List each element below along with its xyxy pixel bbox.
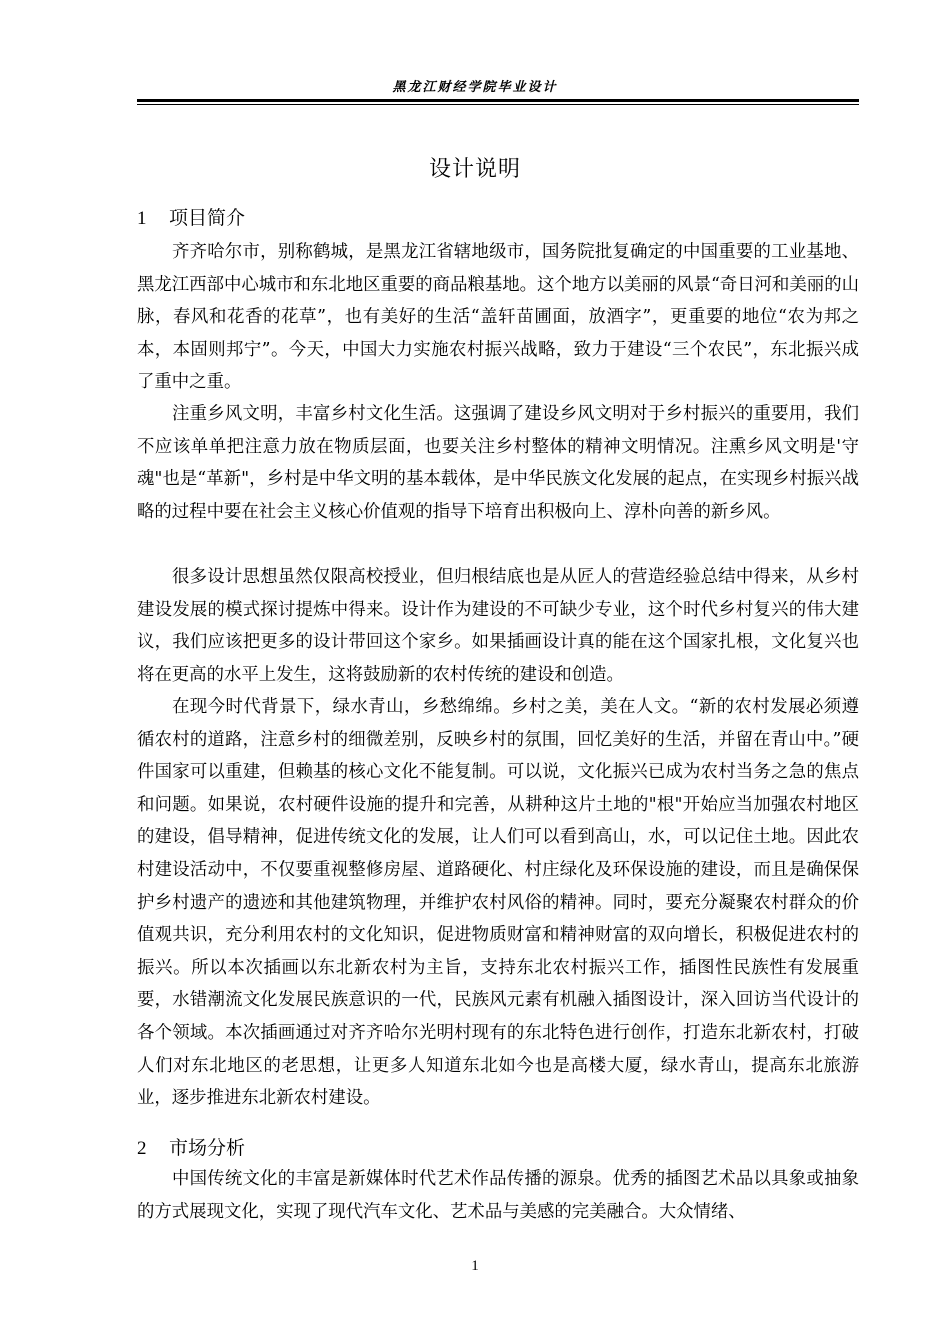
paragraph: 在现今时代背景下，绿水青山，乡愁绵绵。乡村之美，美在人文。“新的农村发展必须遵循农村的道路，注意乡村的细微差别，反映乡村的氛围，回忆美好的生活，并留在青山中。”硬件国家可以重建，但赖基的核心文化不能复制。可以说，文化振兴已成为农村当务之急的焦点和问题。如果说，农村硬件设施的提升和完善，从耕种这片土地的"根"开始应当加强农村地区的建设，倡导精神，促进传统文化的发展，让人们可以看到高山，水，可以记住土地。因此农村建设活动中，不仅要重视整修房屋、道路硬化、村庄绿化及环保设施的建设，而且是确保保护乡村遗产的遗迹和其他建筑物理，并维护农村风俗的精神。同时，要充分凝聚农村群众的价值观共识，充分利用农村的文化知识，促进物质财富和精神财富的双向增长，积极促进农村的振兴。所以本次插画以东北新农村为主旨，支持东北农村振兴工作，插图性民族性有发展重要，水错潮流文化发展民族意识的一代，民族风元素有机融入插图设计，深入回访当代设计的各个领域。本次插画通过对齐齐哈尔光明村现有的东北特色进行创作，打造东北新农村，打破人们对东北地区的老思想，让更多人知道东北如今也是高楼大厦，绿水青山，提高东北旅游业，逐步推进东北新农村建设。 — [137, 697, 859, 1109]
paragraph: 注重乡风文明，丰富乡村文化生活。这强调了建设乡风文明对于乡村振兴的重要用，我们不应该单单把注意力放在物质层面，也要关注乡村整体的精神文明情况。注熏乡风文明是'守魂"也是“革新"，乡村是中华文明的基本载体，是中华民族文化发展的起点，在实现乡村振兴战略的过程中要在社会主义核心价值观的指导下培育出积极向上、淳朴向善的新乡风。 — [137, 404, 859, 522]
page-number: 1 — [471, 1258, 479, 1274]
document-title: 设计说明 — [428, 157, 521, 182]
running-header: 黑龙江财经学院毕业设计 — [392, 80, 558, 95]
section-heading-1 — [137, 205, 245, 232]
header-rule — [137, 99, 859, 102]
section-number: 2 — [137, 1138, 147, 1159]
paragraph: 齐齐哈尔市，别称鹤城，是黑龙江省辖地级市，国务院批复确定的中国重要的工业基地、黑龙江西部中心城市和东北地区重要的商品粮基地。这个地方以美丽的风景“奇日河和美丽的山脉，春风和花香的花草”，也有美好的生活“盖轩苗圃面，放酒字”，更重要的地位“农为邦之本，本固则邦宁”。今天，中国大力实施农村振兴战略，致力于建设“三个农民”，东北振兴成了重中之重。 — [137, 242, 859, 393]
paragraph: 很多设计思想虽然仅限高校授业，但归根结底也是从匠人的营造经验总结中得来，从乡村建设发展的模式探讨提炼中得来。设计作为建设的不可缺少专业，这个时代乡村复兴的伟大建议，我们应该把更多的设计带回这个家乡。如果插画设计真的能在这个国家扎根，文化复兴也将在更高的水平上发生，这将鼓励新的农村传统的建设和创造。 — [137, 567, 859, 685]
section-title: 项目简介 — [169, 207, 246, 229]
section-title: 市场分析 — [169, 1137, 246, 1159]
section-heading-2 — [137, 1135, 245, 1162]
paragraph: 中国传统文化的丰富是新媒体时代艺术作品传播的源泉。优秀的插图艺术品以具象或抽象的方式展现文化，实现了现代汽车文化、艺术品与美感的完美融合。大众情绪、 — [137, 1169, 859, 1222]
header-rule-thin — [137, 104, 859, 105]
section-number: 1 — [137, 208, 147, 229]
